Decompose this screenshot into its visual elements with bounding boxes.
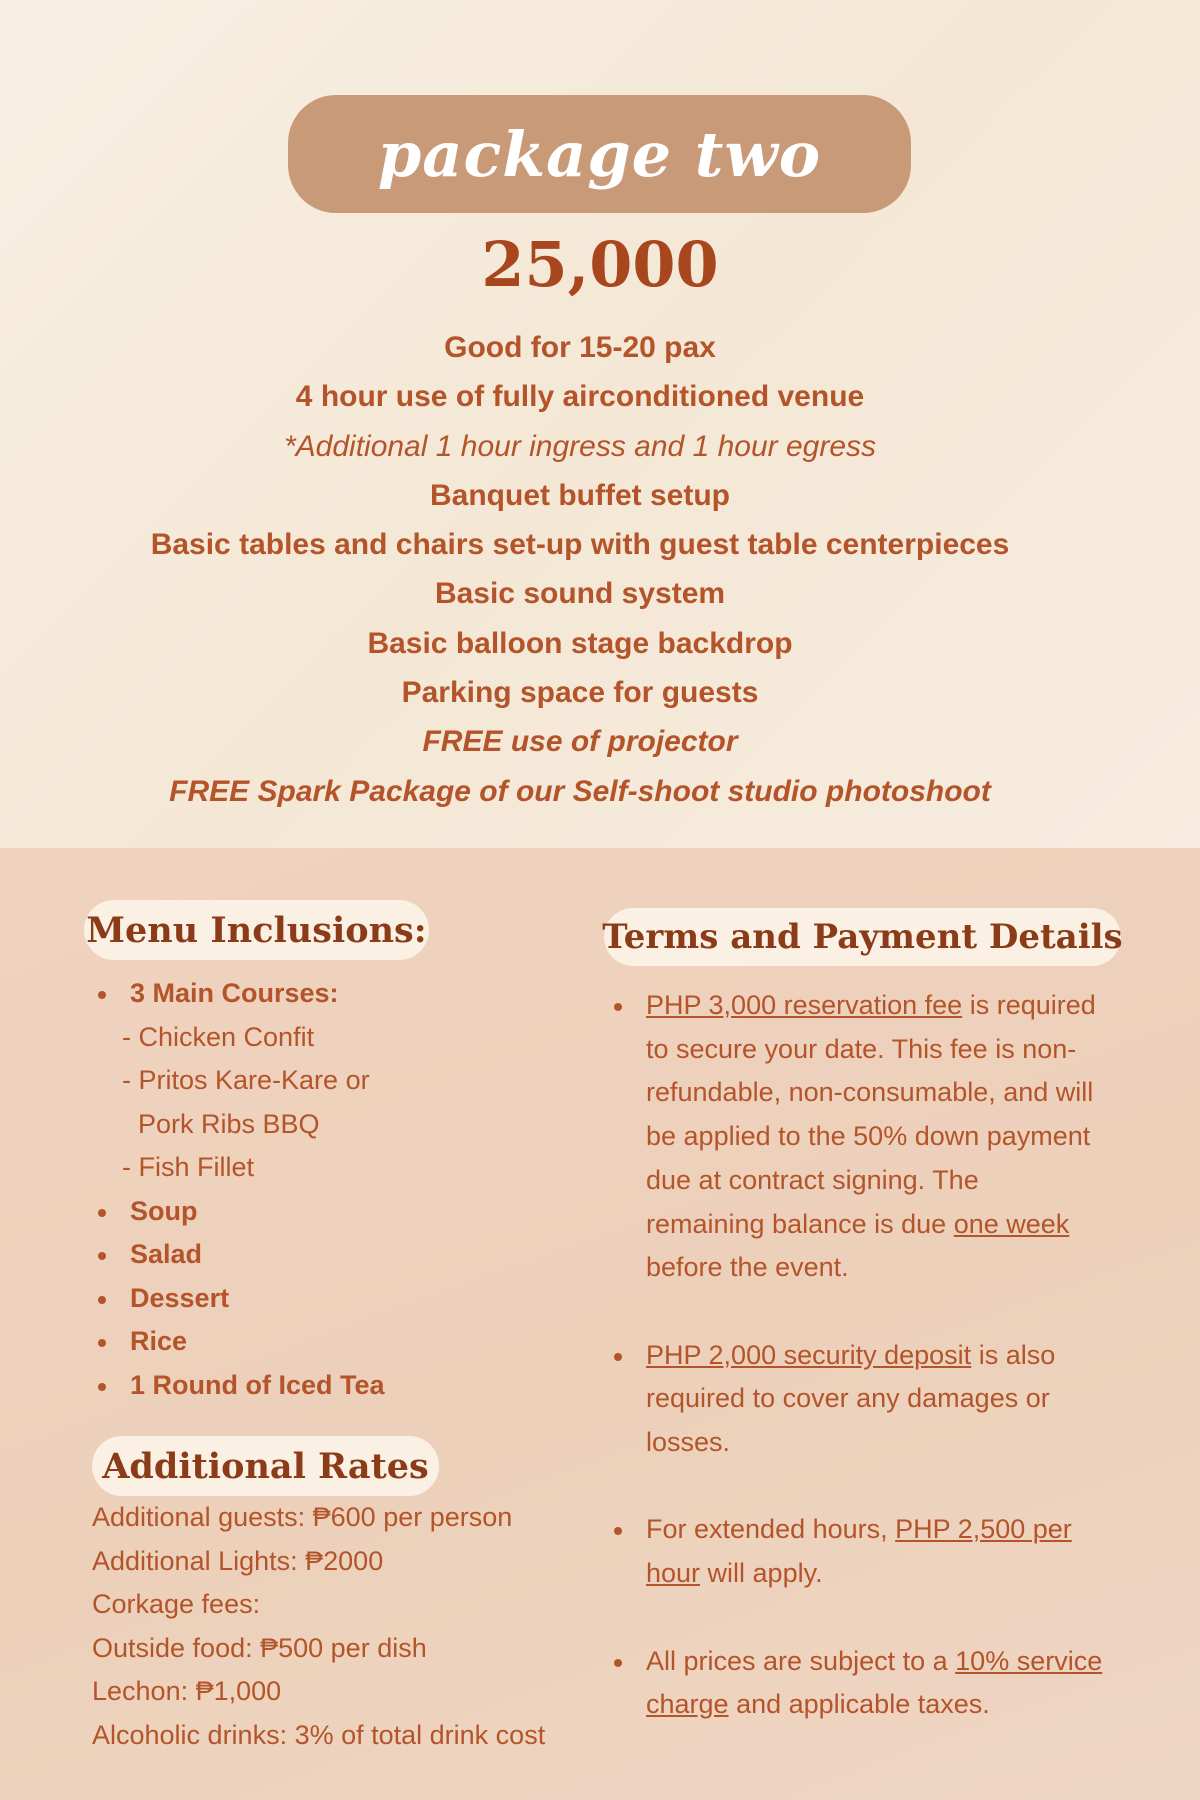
feature-parking: Parking space for guests: [401, 676, 759, 710]
reservation-fee-text: PHP 3,000 reservation fee: [646, 990, 963, 1020]
main-courses-label: 3 Main Courses:: [94, 972, 554, 1016]
term-text: losses.: [646, 1427, 731, 1458]
term-text: and applicable taxes.: [728, 1689, 990, 1720]
rate-guests: Additional guests: ₱600 per person: [92, 1502, 513, 1532]
rate-alcohol: Alcoholic drinks: 3% of total drink cost: [92, 1719, 546, 1750]
terms-list: [612, 984, 1132, 1727]
term-text: For extended hours,: [646, 1514, 896, 1545]
feature-sound: Basic sound system: [434, 577, 726, 611]
term-security-deposit: [612, 1334, 1132, 1465]
menu-heading: Menu Inclusions:: [84, 900, 429, 960]
extended-rate-text: PHP 2,500 per: [895, 1514, 1072, 1545]
security-deposit-text: PHP 2,000 security deposit: [646, 1339, 972, 1370]
package-title: package two: [377, 117, 822, 191]
menu-item-rice: Rice: [94, 1320, 554, 1364]
term-extended-hours: [612, 1508, 1132, 1595]
service-charge-text: charge: [646, 1689, 729, 1720]
term-text: will apply.: [700, 1558, 823, 1589]
one-week-text: one week: [953, 1208, 1070, 1239]
feature-buffet: Banquet buffet setup: [430, 478, 730, 512]
rate-lights: Additional Lights: ₱2000: [92, 1545, 384, 1576]
rate-lechon: Lechon: ₱1,000: [92, 1676, 282, 1706]
rate-outside-food: Outside food: ₱500 per dish: [92, 1632, 427, 1663]
extended-rate-text: hour: [646, 1558, 701, 1589]
feature-tables: Basic tables and chairs set-up with guest table centerpieces: [150, 528, 1010, 562]
main-course-item: - Fish Fillet: [122, 1152, 255, 1182]
term-text: remaining balance is due: [646, 1208, 954, 1239]
rates-list: [92, 1496, 612, 1757]
package-features: [0, 323, 1160, 816]
feature-pax: Good for 15-20 pax: [444, 331, 716, 364]
package-title-pill: [288, 95, 911, 213]
menu-item-dessert: Dessert: [94, 1277, 554, 1321]
rates-heading: Additional Rates: [92, 1436, 439, 1496]
main-course-item: Pork Ribs BBQ: [138, 1108, 320, 1139]
term-text: is required: [962, 990, 1096, 1020]
term-text: before the event.: [646, 1252, 849, 1283]
main-course-item: - Chicken Confit: [122, 1021, 315, 1052]
feature-venue: 4 hour use of fully airconditioned venue: [295, 380, 865, 414]
terms-heading: Terms and Payment Details: [604, 908, 1121, 966]
term-text: refundable, non-consumable, and will: [646, 1077, 1094, 1108]
feature-ingress-note: *Additional 1 hour ingress and 1 hour egress: [283, 429, 877, 463]
term-text: due at contract signing. The: [646, 1164, 979, 1195]
menu-item-salad: Salad: [94, 1233, 554, 1277]
term-text: is also: [971, 1339, 1056, 1370]
feature-projector: FREE use of projector: [422, 725, 738, 759]
menu-item-iced-tea: 1 Round of Iced Tea: [94, 1364, 554, 1408]
rate-corkage: Corkage fees:: [92, 1589, 261, 1619]
main-course-item: - Pritos Kare-Kare or: [122, 1065, 370, 1095]
term-text: All prices are subject to a: [646, 1645, 956, 1676]
package-price: 25,000: [481, 228, 719, 301]
feature-backdrop: Basic balloon stage backdrop: [367, 626, 793, 660]
term-text: to secure your date. This fee is non-: [646, 1033, 1077, 1064]
menu-list: [94, 972, 554, 1407]
term-reservation: [612, 984, 1132, 1290]
feature-photoshoot: FREE Spark Package of our Self-shoot studio photoshoot: [169, 774, 991, 808]
service-charge-text: 10% service: [955, 1645, 1103, 1676]
menu-item-soup: Soup: [94, 1190, 554, 1234]
term-text: be applied to the 50% down payment: [646, 1121, 1091, 1152]
term-text: required to cover any damages or: [646, 1383, 1050, 1414]
term-service-charge: [612, 1640, 1132, 1727]
